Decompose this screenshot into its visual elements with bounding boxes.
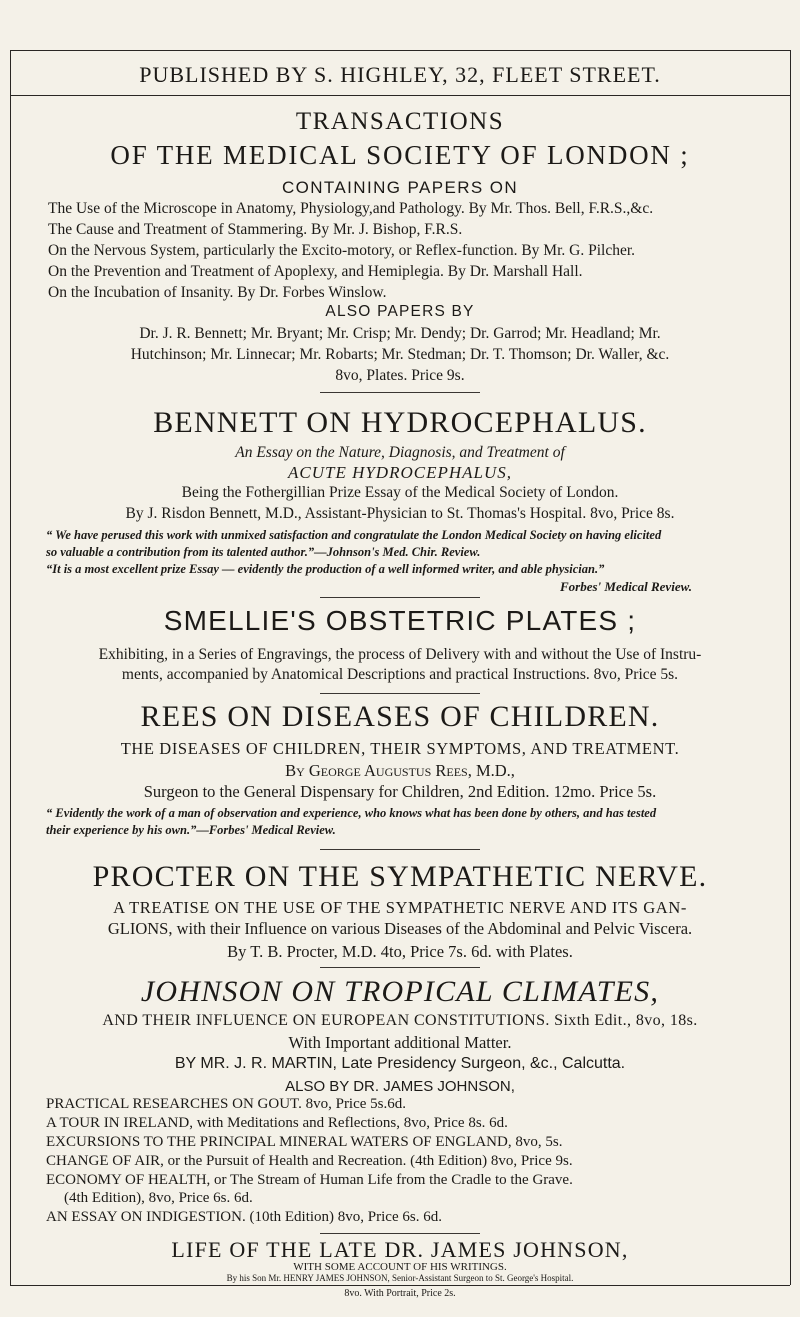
separator [320,1233,480,1234]
rees-line: Surgeon to the General Dispensary for Children, 2nd Edition. 12mo. Price 5s. [143,782,657,801]
separator [320,693,480,694]
paper-item: On the Nervous System, particularly the Excito-motory, or Reflex-function. By Mr. G. Pilcher. [48,242,636,259]
smellie-line: ments, accompanied by Anatomical Descriptions and practical Instructions. 8vo, Price 5s. [121,666,679,683]
containing-heading: CONTAINING PAPERS ON [281,178,519,197]
publisher-line: PUBLISHED BY S. HIGHLEY, 32, FLEET STREET. [139,62,661,87]
paper-item: The Cause and Treatment of Stammering. By Mr. J. Bishop, F.R.S. [48,221,463,238]
johnson-work: CHANGE OF AIR, or the Pursuit of Health and Recreation. (4th Edition) 8vo, Price 9s. [46,1153,573,1169]
separator [320,392,480,393]
transactions-subtitle: OF THE MEDICAL SOCIETY OF LONDON ; [110,140,690,170]
transactions-title: TRANSACTIONS [295,108,505,135]
separator [320,597,480,598]
johnson-work: AN ESSAY ON INDIGESTION. (10th Edition) 8vo, Price 6s. 6d. [46,1209,442,1225]
rees-review: “ Evidently the work of a man of observation and experience, who knows what has been done by others, and has tested [46,806,657,820]
rees-line: THE DISEASES OF CHILDREN, THEIR SYMPTOMS, AND TREATMENT. [120,739,680,758]
smellie-line: Exhibiting, in a Series of Engravings, the process of Delivery with and without the Use of Instru- [98,646,702,663]
bennett-title: BENNETT ON HYDROCEPHALUS. [153,406,647,439]
left-border [10,50,11,1285]
transactions-price: 8vo, Plates. Price 9s. [335,367,465,384]
johnson-title: JOHNSON ON TROPICAL CLIMATES, [140,975,660,1008]
paper-item: The Use of the Microscope in Anatomy, Physiology,and Pathology. By Mr. Thos. Bell, F.R.S.,&c. [48,200,654,217]
johnson-martin: BY MR. J. R. MARTIN, Late Presidency Surgeon, &c., Calcutta. [174,1055,626,1072]
life-line: By his Son Mr. HENRY JAMES JOHNSON, Senior-Assistant Surgeon to St. George's Hospital. [226,1273,574,1283]
paper-item: On the Prevention and Treatment of Apoplexy, and Hemiplegia. By Dr. Marshall Hall. [48,263,583,280]
rees-author: By George Augustus Rees, M.D., [285,761,515,780]
authors-line: Hutchinson; Mr. Linnecar; Mr. Robarts; Mr. Stedman; Dr. T. Thomson; Dr. Waller, &c. [130,346,670,363]
right-border [790,50,791,1285]
procter-line: A TREATISE ON THE USE OF THE SYMPATHETIC NERVE AND ITS GAN- [113,898,687,917]
authors-line: Dr. J. R. Bennett; Mr. Bryant; Mr. Crisp; Mr. Dendy; Dr. Garrod; Mr. Headland; Mr. [139,325,661,342]
rees-review: their experience by his own.”—Forbes' Medical Review. [46,823,336,837]
bennett-line: ACUTE HYDROCEPHALUS, [287,463,512,482]
johnson-work: PRACTICAL RESEARCHES ON GOUT. 8vo, Price 5s.6d. [46,1096,407,1112]
procter-author: By T. B. Procter, M.D. 4to, Price 7s. 6d. with Plates. [227,942,573,961]
separator [320,967,480,968]
johnson-line: With Important additional Matter. [288,1033,512,1052]
also-papers-heading: ALSO PAPERS BY [325,303,475,320]
bennett-author: By J. Risdon Bennett, M.D., Assistant-Physician to St. Thomas's Hospital. 8vo, Price 8s. [125,505,675,522]
bennett-review: “It is a most excellent prize Essay — evidently the production of a well informed writer, and able physician.” [46,562,605,576]
life-line: WITH SOME ACCOUNT OF HIS WRITINGS. [293,1261,507,1273]
johnson-line: AND THEIR INFLUENCE ON EUROPEAN CONSTITUTIONS. Sixth Edit., 8vo, 18s. [102,1012,698,1029]
paper-item: On the Incubation of Insanity. By Dr. Forbes Winslow. [48,284,387,301]
bennett-review: so valuable a contribution from its talented author.”—Johnson's Med. Chir. Review. [46,545,481,559]
bennett-line: Being the Fothergillian Prize Essay of the Medical Society of London. [181,484,619,501]
johnson-work: ECONOMY OF HEALTH, or The Stream of Human Life from the Cradle to the Grave. [46,1172,573,1188]
johnson-also-heading: ALSO BY DR. JAMES JOHNSON, [285,1078,515,1095]
smellie-title: SMELLIE'S OBSTETRIC PLATES ; [163,605,637,636]
procter-line: GLIONS, with their Influence on various Diseases of the Abdominal and Pelvic Viscera. [107,919,693,938]
rees-title: REES ON DISEASES OF CHILDREN. [140,700,660,733]
header-rule [10,95,790,96]
procter-title: PROCTER ON THE SYMPATHETIC NERVE. [92,860,708,893]
bennett-review: “ We have perused this work with unmixed satisfaction and congratulate the London Medical Society on having elicited [46,528,662,542]
separator [320,849,480,850]
johnson-work: (4th Edition), 8vo, Price 6s. 6d. [64,1190,253,1206]
johnson-work: EXCURSIONS TO THE PRINCIPAL MINERAL WATERS OF ENGLAND, 8vo, 5s. [46,1134,563,1150]
johnson-work: A TOUR IN IRELAND, with Meditations and Reflections, 8vo, Price 8s. 6d. [46,1115,508,1131]
bennett-review-source: Forbes' Medical Review. [560,579,693,594]
life-line: 8vo. With Portrait, Price 2s. [344,1288,456,1299]
bottom-rule [10,1285,790,1286]
bennett-line: An Essay on the Nature, Diagnosis, and Treatment of [235,444,565,461]
top-rule [10,50,790,51]
life-title: LIFE OF THE LATE DR. JAMES JOHNSON, [171,1237,629,1262]
